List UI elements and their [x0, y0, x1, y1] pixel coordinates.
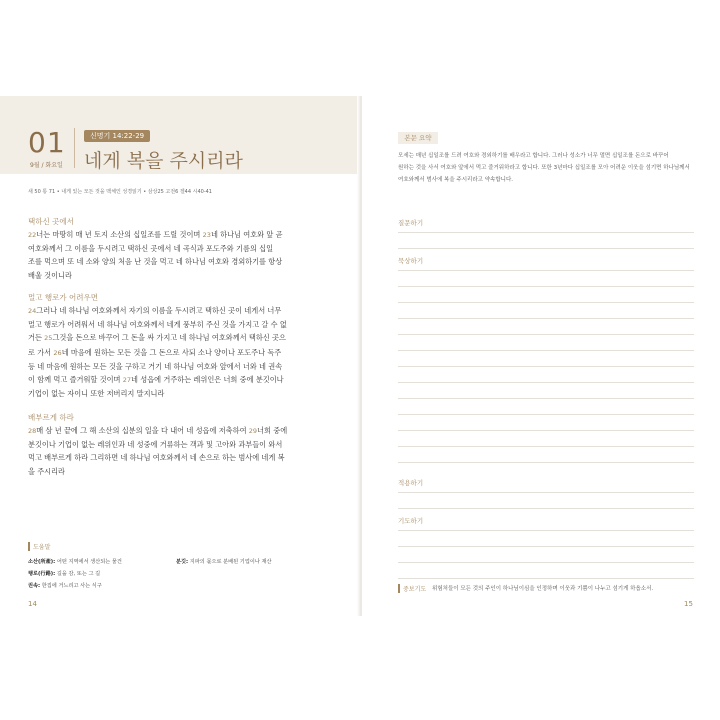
- verse-line: [28, 360, 320, 373]
- writing-line: [398, 530, 694, 531]
- verse-block: [28, 228, 320, 282]
- reading-meta: 새 50 통 71 • 내게 있는 모든 것을 맥체인 성경읽기 • 삼상25 고전6 겔44 시40-41: [28, 189, 212, 195]
- writing-line: [398, 366, 694, 367]
- summary-text: [398, 150, 698, 186]
- summary-line: 원하는 것을 사서 여호와 앞에서 먹고 즐거워하라고 합니다. 또한 3년마다 십일조를 모아 어려운 이웃을 섬기면 하나님께서: [398, 165, 690, 171]
- verse-line: [28, 373, 320, 387]
- writing-line: [398, 546, 694, 547]
- writing-line: [398, 492, 694, 493]
- verse-text: 이 함께 먹고 즐거워할 것이며: [28, 375, 123, 385]
- writing-line: [398, 414, 694, 415]
- verse-text: 배울 것이니라: [28, 270, 72, 280]
- verse-text: 멀고 행로가 어려워서 네 하나님 여호와께서 네게 풍부히 주신 것을 가지고 갈 수 없: [28, 320, 287, 330]
- verse-line: [28, 242, 320, 255]
- verse-text: 기업이 없는 자이니 또한 저버리지 말지니라: [28, 389, 165, 399]
- verse-text: 네 하나님 여호와 앞 곧: [210, 230, 283, 239]
- page-number: 15: [684, 600, 693, 608]
- verse-number: 24: [28, 307, 37, 315]
- writing-line: [398, 232, 694, 233]
- summary-line: 여호와께서 범사에 복을 주시리라고 약속합니다.: [398, 177, 514, 183]
- verse-number: 23: [202, 231, 211, 239]
- glossary-item: 행로(行路): 길을 감, 또는 그 길: [28, 571, 101, 577]
- writing-line: [398, 270, 694, 271]
- verse-number: 25: [44, 334, 53, 343]
- verse-text: 등 네 마음에 원하는 모든 것을 구하고 거기 네 하나님 여호와 앞에서 너와 네 권속: [28, 361, 283, 371]
- verse-text: 거든: [28, 333, 45, 343]
- writing-line: [398, 430, 694, 431]
- verse-text: 로 가서: [28, 347, 54, 357]
- verse-number: 27: [122, 376, 132, 385]
- verse-text: 너희 중에: [257, 426, 288, 435]
- glossary-item: 소산(所產): 어떤 지역에서 생산되는 물건: [28, 559, 122, 565]
- meditate-label: 묵상하기: [398, 257, 424, 265]
- verse-line: [28, 331, 320, 345]
- section-title: 택하신 곳에서: [28, 217, 74, 226]
- verse-text: 조를 먹으며 또 네 소와 양의 처음 난 것을 먹고 네 하나님 여호와 경외하기를 항상: [28, 257, 283, 267]
- writing-line: [398, 398, 694, 399]
- verse-text: 너는 마땅히 매 년 토지 소산의 십일조를 드릴 것이며: [36, 230, 203, 239]
- verse-number: 22: [28, 231, 37, 239]
- section-title: 배부르게 하라: [28, 413, 74, 422]
- verse-line: [28, 346, 320, 360]
- writing-line: [398, 286, 694, 287]
- day-date: 9월 / 화요일: [30, 162, 63, 169]
- writing-line: [398, 508, 694, 509]
- summary-line: 모세는 매년 십일조를 드려 여호와 경외하기를 배우라고 합니다. 그러나 성소가 너무 멀면 십일조를 돈으로 바꾸어: [398, 153, 669, 159]
- verse-text: 네 마음에 원하는 모든 것을 그 돈으로 사되 소나 양이나 포도주나 독주: [61, 347, 282, 357]
- writing-line: [398, 446, 694, 447]
- writing-line: [398, 318, 694, 319]
- verse-line: [28, 387, 320, 400]
- verse-text: 여호와께서 그 이름을 두시려고 택하신 곳에서 네 곡식과 포도주와 기름의 십일: [28, 244, 274, 254]
- writing-line: [398, 562, 694, 563]
- page-title: 네게 복을 주시리라: [84, 150, 243, 172]
- prayer-label: 중보기도: [398, 584, 426, 593]
- verse-number: 29: [248, 427, 258, 435]
- verse-line: [28, 318, 320, 331]
- verse-text: 그러나 네 하나님 여호와께서 자기의 이름을 두시려고 택하신 곳이 네게서 너무: [36, 306, 282, 315]
- verse-text: 네 성읍에 거주하는 레위인은 너희 중에 분깃이나: [131, 375, 284, 385]
- right-page: [362, 96, 720, 616]
- writing-line: [398, 248, 694, 249]
- verse-line: [28, 451, 320, 464]
- header-divider: [74, 128, 75, 168]
- page-number: 14: [28, 600, 37, 608]
- verse-line: [28, 228, 320, 242]
- verse-line: [28, 304, 320, 318]
- question-label: 질문하기: [398, 219, 424, 227]
- verse-text: 분깃이나 기업이 없는 레위인과 네 성중에 거류하는 객과 및 고아와 과부들이 와서: [28, 440, 283, 450]
- section-title: 멀고 행로가 어려우면: [28, 293, 98, 302]
- prayer-text: 위험처들이 모든 것의 주인이 하나님이심을 인정하며 이웃과 기쁨이 나누고 섬기게 하옵소서.: [432, 586, 654, 592]
- verse-text: 먹고 배부르게 하라 그리하면 네 하나님 여호와께서 네 손으로 하는 범사에 네게 복: [28, 453, 285, 463]
- writing-line: [398, 350, 694, 351]
- verse-block: [28, 424, 320, 478]
- summary-label: 본문 요약: [398, 132, 438, 144]
- verse-text: 매 삼 년 끝에 그 해 소산의 십분의 일을 다 내어 네 성읍에 저축하여: [36, 426, 249, 435]
- writing-line: [398, 302, 694, 303]
- verse-number: 28: [28, 427, 37, 435]
- writing-line: [398, 382, 694, 383]
- verse-number: 26: [53, 348, 62, 357]
- verse-line: [28, 269, 320, 282]
- day-number: 01: [28, 126, 66, 159]
- scripture-reference-badge: 신명기 14:22-29: [84, 130, 150, 142]
- verse-line: [28, 255, 320, 268]
- glossary-label: 도움말: [28, 542, 50, 551]
- verse-line: [28, 465, 320, 478]
- verse-text: 그것을 돈으로 바꾸어 그 돈을 싸 가지고 네 하나님 여호와께서 택하신 곳으: [52, 333, 286, 343]
- writing-line: [398, 578, 694, 579]
- glossary-item: 분깃: 지파의 몫으로 분배된 기업이나 재산: [176, 559, 272, 565]
- writing-line: [398, 462, 694, 463]
- apply-label: 적용하기: [398, 479, 424, 487]
- verse-text: 을 주시리라: [28, 466, 66, 476]
- verse-line: [28, 424, 320, 438]
- writing-line: [398, 334, 694, 335]
- left-page: [0, 96, 360, 616]
- verse-block: [28, 304, 320, 400]
- verse-line: [28, 438, 320, 451]
- glossary-item: 권속: 한집에 거느리고 사는 식구: [28, 583, 102, 589]
- pray-label: 기도하기: [398, 517, 424, 525]
